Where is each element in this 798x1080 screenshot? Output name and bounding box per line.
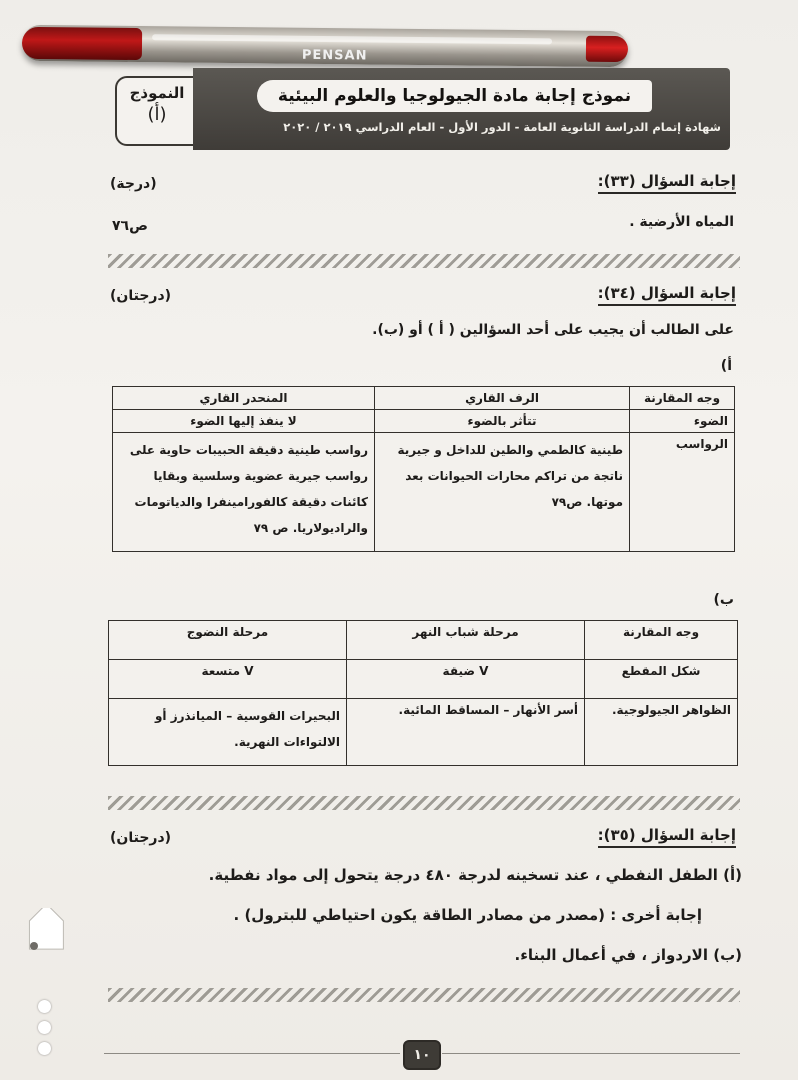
table-row <box>109 660 738 699</box>
table-cell: الضوء <box>630 410 735 433</box>
page-header <box>115 68 730 150</box>
table-cell: V متسعة <box>109 660 347 699</box>
table-cell: V ضيقة <box>347 660 585 699</box>
table-cell: لا ينفذ إليها الضوء <box>113 410 375 433</box>
q34-part-a-label: أ) <box>720 358 732 374</box>
table-header-cell: المنحدر القاري <box>113 387 375 410</box>
more-vertical-icon[interactable] <box>30 1000 58 1064</box>
divider-hatch <box>108 988 740 1002</box>
tag-icon-graphic <box>18 908 72 962</box>
table-header-cell: مرحلة شباب النهر <box>347 621 585 660</box>
model-box <box>115 76 199 146</box>
table-header-cell: مرحلة النضوج <box>109 621 347 660</box>
pen-cap <box>22 27 142 60</box>
q35-answer-alt: إجابة أخرى : (مصدر من مصادر الطاقة يكون احتياطي للبترول) . <box>233 906 702 924</box>
comparison-table-a <box>112 386 735 552</box>
table-cell: رواسب طينية دقيقة الحبيبات حاوية على رواسب جيرية عضوية وسلسية وبقايا كائنات دقيقة كالفورامينفرا والدياتومات والراديولاريا. ص ٧٩ <box>113 433 375 552</box>
q33-page-ref: ص٧٦ <box>112 218 148 234</box>
page-title: نموذج إجابة مادة الجيولوجيا والعلوم البيئية <box>257 80 652 112</box>
table-row <box>109 699 738 766</box>
q34-part-b-label: ب) <box>713 592 734 608</box>
footer-rule <box>104 1053 400 1054</box>
table-header-cell: الرف القاري <box>375 387 630 410</box>
table-cell: تتأثر بالضوء <box>375 410 630 433</box>
q34-title: إجابة السؤال (٣٤): <box>598 284 736 306</box>
dot <box>38 1000 51 1013</box>
pen-brand: PENSAN <box>301 47 368 64</box>
dot <box>38 1042 51 1055</box>
table-cell: طينية كالطمي والطين للداخل و جيرية ناتجة من تراكم محارات الحيوانات بعد موتها. ص٧٩ <box>375 433 630 552</box>
q35-title: إجابة السؤال (٣٥): <box>598 826 736 848</box>
page-number: ١٠ <box>403 1040 441 1070</box>
table-header-row <box>113 387 735 410</box>
comparison-table-b <box>108 620 738 766</box>
footer-rule <box>442 1053 740 1054</box>
pen-tip <box>586 36 628 62</box>
model-label: النموذج <box>129 84 185 102</box>
table-row <box>113 433 735 552</box>
page-subtitle: شهادة إتمام الدراسة الثانوية العامة - الدور الأول - العام الدراسي ٢٠١٩ / ٢٠٢٠ <box>283 120 721 134</box>
q34-grade: (درجتان) <box>110 288 172 304</box>
tag-icon[interactable] <box>18 908 72 962</box>
table-header-row <box>109 621 738 660</box>
table-header-cell: وجه المقارنة <box>630 387 735 410</box>
table-cell: الظواهر الجيولوجية. <box>585 699 738 766</box>
divider-hatch <box>108 254 740 268</box>
q35-answer-b: (ب) الاردواز ، في أعمال البناء. <box>514 946 742 964</box>
table-cell: شكل المقطع <box>585 660 738 699</box>
q33-title: إجابة السؤال (٣٣): <box>598 172 736 194</box>
pen-clip <box>152 34 552 44</box>
q33-answer: المياه الأرضية . <box>629 214 734 230</box>
table-cell: أسر الأنهار – المساقط المائية. <box>347 699 585 766</box>
q35-answer-a: (أ) الطفل النفطي ، عند تسخينه لدرجة ٤٨٠ درجة يتحول إلى مواد نفطية. <box>208 866 742 884</box>
table-row <box>113 410 735 433</box>
table-cell: الرواسب <box>630 433 735 552</box>
q33-grade: (درجة) <box>110 176 157 192</box>
table-header-cell: وجه المقارنة <box>585 621 738 660</box>
model-value: (أ) <box>147 104 167 125</box>
dot <box>38 1021 51 1034</box>
pen-photo <box>22 25 628 67</box>
table-cell: البحيرات القوسية – الميانذرز أو الالتواءات النهرية. <box>109 699 347 766</box>
q35-grade: (درجتان) <box>110 830 172 846</box>
q34-instruction: على الطالب أن يجيب على أحد السؤالين ( أ ) أو (ب). <box>372 322 734 338</box>
divider-hatch <box>108 796 740 810</box>
